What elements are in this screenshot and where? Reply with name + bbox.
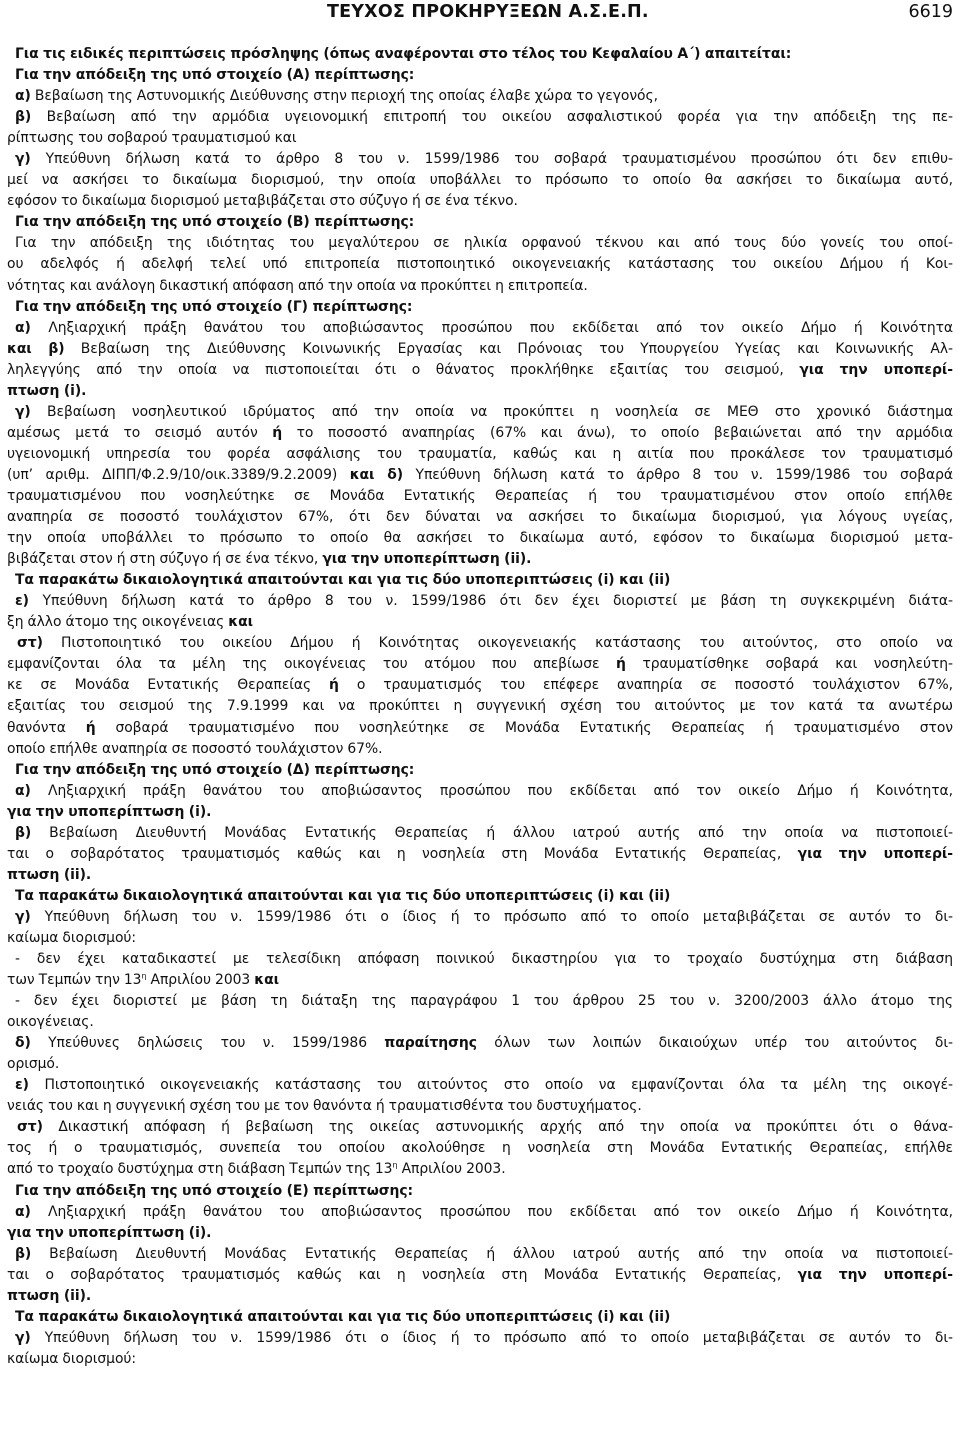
bold-text: Για την απόδειξη της υπό στοιχείο (Γ) περίπτωσης: — [15, 298, 413, 315]
text-run: εφόσον το δικαίωμα διορισμού μεταβιβάζεται στο σύζυγο ή σε ένα τέκνο. — [7, 193, 518, 210]
text-line — [7, 1328, 953, 1349]
text-run: Πιστοποιητικό του οικείου Δήμου ή Κοινότητας οικογενειακής κατάστασης του αιτούντος, στο οποίο να — [42, 635, 953, 652]
text-line — [7, 1181, 953, 1202]
bold-text: Για τις ειδικές περιπτώσεις πρόσληψης (όπως αναφέρονται στο τέλος του Κεφαλαίου Α΄) απαιτείται: — [15, 46, 792, 62]
bold-text: και β) — [7, 340, 65, 357]
text-line — [7, 1054, 953, 1075]
text-run: Υπεύθυνη δήλωση κατά το άρθρο 8 του ν. 1599/1986 ότι δεν έχει διοριστεί με βάση τη συγκεκριμένη διάτα- — [28, 593, 953, 610]
text-line — [7, 318, 953, 339]
bold-text: παραίτησης — [384, 1035, 477, 1052]
text-run: εξαιτίας του σεισμού της 7.9.1999 και να προκύπτει η συγγενική σχέση του αιτούντος με τον κατά τα ανωτέρω — [7, 698, 953, 715]
text-run: Υπεύθυνη δήλωση του ν. 1599/1986 ότι ο ίδιος ή το πρόσωπο από το οποίο μεταβιβάζεται σε αυτόν το δι- — [30, 1329, 953, 1346]
text-line — [7, 591, 953, 612]
text-line — [7, 886, 953, 907]
bold-text: στ) — [17, 1119, 43, 1136]
text-line — [7, 1307, 953, 1328]
bold-text: στ) — [17, 635, 43, 652]
bold-text: γ) — [15, 403, 31, 420]
bold-text: Τα παρακάτω δικαιολογητικά απαιτούνται και για τις δύο υποπεριπτώσεις (i) και (ii) — [15, 887, 671, 904]
text-run: σοβαρά τραυματισμένο που νοσηλεύτηκε σε Μονάδα Εντατικής Θεραπείας ή τραυματισμένο στον — [95, 719, 953, 736]
text-run: ξη άλλο άτομο της οικογένειας — [7, 614, 229, 631]
text-run: το ποσοστό αναπηρίας (67% και άνω), το οποίο βεβαιώνεται από την αρμόδια — [282, 424, 953, 441]
bold-text: για την υποπερίπτωση (ii). — [322, 551, 532, 568]
text-line — [7, 149, 953, 170]
text-run: νειάς του και η συγγενική σχέση του με τον θανόντα ή τραυματισθέντα του δυστυχήματος. — [7, 1098, 642, 1115]
bold-text: πτωση (ii). — [7, 866, 92, 883]
text-line — [7, 949, 953, 970]
text-line — [7, 191, 953, 212]
text-run: των Τεμπών την 13 — [7, 972, 142, 989]
text-run: ρίπτωσης του σοβαρού τραυματισμού και — [7, 130, 297, 147]
text-line — [7, 212, 953, 233]
text-run: οποίο επήλθε αναπηρία σε ποσοστό τουλάχιστον 67%. — [7, 740, 383, 757]
text-run: Υπεύθυνη δήλωση του ν. 1599/1986 ότι ο ίδιος ή το πρόσωπο από το οποίο μεταβιβάζεται σε αυτόν το δι- — [30, 908, 953, 925]
text-line — [7, 44, 953, 65]
bold-text: Τα παρακάτω δικαιολογητικά απαιτούνται και για τις δύο υποπεριπτώσεις (i) και (ii) — [15, 1308, 671, 1325]
page-number: 6619 — [908, 2, 953, 22]
bold-text: Για την απόδειξη της υπό στοιχείο (Α) περίπτωσης: — [15, 67, 415, 84]
text-line — [7, 549, 953, 570]
text-line — [7, 233, 953, 254]
text-run: εμφανίζονται όλα τα μέλη της οικογένειας του ατόμου που απεβίωσε — [7, 656, 617, 673]
bold-text: β) — [15, 824, 32, 841]
text-line — [7, 528, 953, 549]
text-run: όλων των λοιπών δικαιούχων υπέρ του αιτούντος δι- — [476, 1035, 953, 1052]
text-line — [7, 339, 953, 360]
text-line — [7, 1159, 953, 1180]
text-run: Ληξιαρχική πράξη θανάτου του αποβιώσαντος προσώπου που εκδίδεται από τον οικείο Δήμο ή Κοινότητα — [30, 319, 953, 336]
text-run: καίωμα διορισμού: — [7, 929, 137, 946]
text-line — [7, 612, 953, 633]
text-line — [7, 297, 953, 318]
bold-text: Τα παρακάτω δικαιολογητικά απαιτούνται και για τις δύο υποπεριπτώσεις (i) και (ii) — [15, 572, 671, 589]
text-run: - δεν έχει καταδικαστεί με τελεσίδικη απόφαση ποινικού δικαστηρίου για το τροχαίο δυστύχημα στη διάβαση — [15, 951, 953, 968]
text-run: Υπεύθυνη δήλωση κατά το άρθρο 8 του ν. 1599/1986 του σοβαρά τραυματισμένου προσώπου ότι δεν επιθυ- — [30, 151, 953, 168]
bold-text: για την υποπερίπτωση (i). — [7, 803, 212, 820]
text-run: Ληξιαρχική πράξη θανάτου του αποβιώσαντος προσώπου που εκδίδεται από τον οικείο Δήμο ή Κοινότητα, — [30, 782, 953, 799]
text-line — [7, 402, 953, 423]
text-run: ται ο σοβαρότατος τραυματισμός καθώς και η νοσηλεία στη Μονάδα Εντατικής Θεραπείας, — [7, 1266, 798, 1283]
text-run: Βεβαίωση Διευθυντή Μονάδας Εντατικής Θεραπείας ή άλλου ιατρού αυτής από την οποία να πιστοποιεί- — [31, 824, 953, 841]
bold-text: ή — [616, 656, 626, 673]
superscript-text: η — [392, 1160, 398, 1170]
text-run: (υπ’ αριθμ. ΔΙΠΠ/Φ.2.9/10/οικ.3389/9.2.2009) — [7, 466, 350, 483]
text-line — [7, 254, 953, 275]
bold-text: για την υποπερί- — [799, 361, 953, 378]
text-run: Υπεύθυνη δήλωση κατά το άρθρο 8 του ν. 1599/1986 του σοβαρά — [403, 466, 953, 483]
text-line — [7, 1349, 953, 1370]
text-run: βιβάζεται στον ή στη σύζυγο ή σε ένα τέκνο, — [7, 551, 323, 568]
text-line — [7, 760, 953, 781]
text-line — [7, 107, 953, 128]
bold-text: για την υποπερί- — [797, 1266, 953, 1283]
bold-text: ε) — [15, 593, 29, 610]
text-run: Για την απόδειξη της ιδιότητας του μεγαλύτερου σε ηλικία ορφανού τέκνου και από τους δύο γονείς του οποί- — [15, 235, 953, 252]
text-run: Απριλίου 2003 — [146, 972, 255, 989]
text-run: κε σε Μονάδα Εντατικής Θεραπείας — [7, 677, 330, 694]
text-run: Υπεύθυνες δηλώσεις του ν. 1599/1986 — [30, 1035, 385, 1052]
bold-text: α) — [15, 319, 31, 336]
text-run: Πιστοποιητικό οικογενειακής κατάστασης του αιτούντος στο οποίο να εμφανίζονται όλα τα μέλη της οικογέ- — [28, 1077, 953, 1094]
bold-text: γ) — [15, 908, 31, 925]
text-line — [7, 1265, 953, 1286]
text-run: καίωμα διορισμού: — [7, 1350, 137, 1367]
bold-text: α) — [15, 782, 31, 799]
text-run: ο τραυματισμός του επέφερε αναπηρία σε ποσοστό τουλάχιστον 67%, — [338, 677, 953, 694]
bold-text: β) — [15, 109, 32, 126]
text-run: Βεβαίωση της Αστυνομικής Διεύθυνσης στην περιοχή της οποίας έλαβε χώρα το γεγονός, — [30, 88, 658, 105]
text-line — [7, 1223, 953, 1244]
text-run: Βεβαίωση από την αρμόδια υγειονομική επιτροπή του οικείου ασφαλιστικού φορέα για την απόδειξη της πε- — [31, 109, 953, 126]
bold-text: και δ) — [349, 466, 404, 483]
text-line — [7, 1244, 953, 1265]
text-line — [7, 633, 953, 654]
bold-text: β) — [15, 1245, 32, 1262]
bold-text: γ) — [15, 151, 31, 168]
text-line — [7, 970, 953, 991]
text-line — [7, 802, 953, 823]
bold-text: ή — [85, 719, 96, 736]
bold-text: α) — [15, 1203, 31, 1220]
text-line — [7, 128, 953, 149]
document-body — [7, 44, 953, 1370]
text-run: ληλεγγύης από την οποία να πιστοποιείται ότι ο θάνατος προκλήθηκε εξαιτίας του σεισμού, — [7, 361, 800, 378]
text-line — [7, 507, 953, 528]
bold-text: για την υποπερί- — [797, 845, 953, 862]
superscript-text: η — [141, 971, 147, 981]
bold-text: για την υποπερίπτωση (i). — [7, 1224, 212, 1241]
text-run: Ληξιαρχική πράξη θανάτου του αποβιώσαντος προσώπου που εκδίδεται από τον οικείο Δήμο ή Κοινότητα, — [30, 1203, 953, 1220]
text-run: αμέσως μετά το σεισμό αυτόν — [7, 424, 273, 441]
text-line — [7, 1202, 953, 1223]
text-line — [7, 1075, 953, 1096]
text-line — [7, 1286, 953, 1307]
text-run: Βεβαίωση νοσηλευτικού ιδρύματος από την οποία να προκύπτει η νοσηλεία σε ΜΕΘ στο χρονικό διάστημα — [30, 403, 953, 420]
text-line — [7, 570, 953, 591]
text-run: αναπηρία σε ποσοστό τουλάχιστον 67%, ότι δεν δύναται να ασκήσει το δικαίωμα διορισμού, για λόγους υγείας, — [7, 509, 953, 526]
bold-text: δ) — [15, 1035, 31, 1052]
text-line — [7, 823, 953, 844]
text-run: υγειονομική υπηρεσία του φορέα ασφάλισης του τραυματία, καθώς και η αιτία που προκάλεσε τον τραυματισμό — [7, 445, 953, 462]
bold-text: πτωση (i). — [7, 382, 87, 399]
gazette-title: ΤΕΥΧΟΣ ΠΡΟΚΗΡΥΞΕΩΝ Α.Σ.Ε.Π. — [327, 2, 649, 22]
text-line — [7, 86, 953, 107]
text-line — [7, 276, 953, 297]
text-line — [7, 1138, 953, 1159]
bold-text: πτωση (ii). — [7, 1287, 92, 1304]
bold-text: Για την απόδειξη της υπό στοιχείο (Δ) περίπτωσης: — [15, 761, 415, 778]
bold-text: και — [254, 972, 279, 989]
text-run: τος ή ο τραυματισμός, συνεπεία του οποίου ακολούθησε η νοσηλεία στη Μονάδα Εντατικής Θεραπείας, επήλθε — [7, 1140, 953, 1157]
text-run: ται ο σοβαρότατος τραυματισμός καθώς και η νοσηλεία στη Μονάδα Εντατικής Θεραπείας, — [7, 845, 798, 862]
text-run: Βεβαίωση Διευθυντή Μονάδας Εντατικής Θεραπείας ή άλλου ιατρού αυτής από την οποία να πιστοποιεί- — [31, 1245, 953, 1262]
text-line — [7, 423, 953, 444]
text-line — [7, 1117, 953, 1138]
text-line — [7, 1012, 953, 1033]
text-line — [7, 865, 953, 886]
text-run: οικογένειας. — [7, 1014, 94, 1031]
bold-text: ε) — [15, 1077, 29, 1094]
text-line — [7, 486, 953, 507]
text-run: την οποία υποβάλλει το πρόσωπο το οποίο θα ασκήσει το δικαίωμα αυτό, εφόσον το δικαίωμα διορισμού μετα- — [7, 530, 953, 547]
text-line — [7, 675, 953, 696]
text-line — [7, 1096, 953, 1117]
text-run: - δεν έχει διοριστεί με βάση τη διάταξη της παραγράφου 1 του άρθρου 25 του ν. 3200/2003 άλλο άτομο της — [15, 993, 953, 1010]
text-line — [7, 907, 953, 928]
text-line — [7, 360, 953, 381]
text-run: ορισμό. — [7, 1056, 60, 1073]
bold-text: γ) — [15, 1329, 31, 1346]
text-line — [7, 170, 953, 191]
text-line — [7, 65, 953, 86]
text-run: θανόντα — [7, 719, 86, 736]
text-line — [7, 991, 953, 1012]
text-line — [7, 465, 953, 486]
bold-text: Για την απόδειξη της υπό στοιχείο (Ε) περίπτωσης: — [15, 1182, 414, 1199]
text-run: Βεβαίωση της Διεύθυνσης Κοινωνικής Εργασίας και Πρόνοιας του Υπουργείου Υγείας και Κοινωνικής Αλ- — [64, 340, 953, 357]
text-run: ου αδελφός ή αδελφή τελεί υπό επιτροπεία πιστοποιητικό οικογενειακής κατάστασης του οικείου Δήμου ή Κοι- — [7, 256, 953, 273]
bold-text: Για την απόδειξη της υπό στοιχείο (Β) περίπτωσης: — [15, 214, 415, 231]
bold-text: και — [228, 614, 253, 631]
text-run: Δικαστική απόφαση ή βεβαίωση της οικείας αστυνομικής αρχής από την οποία να προκύπτει ότι ο θάνα- — [42, 1119, 953, 1136]
text-line — [7, 718, 953, 739]
text-run: Απριλίου 2003. — [397, 1161, 506, 1178]
text-line — [7, 1033, 953, 1054]
text-line — [7, 654, 953, 675]
text-run: τραυματισμένου που νοσηλεύτηκε σε Μονάδα Εντατικής Θεραπείας ή του τραυματισμένου στον οποίο επήλθε — [7, 487, 953, 504]
text-line — [7, 381, 953, 402]
bold-text: ή — [272, 424, 283, 441]
text-line — [7, 696, 953, 717]
text-run: τραυματίσθηκε σοβαρά και νοσηλεύτη- — [625, 656, 953, 673]
text-run: μεί να ασκήσει το δικαίωμα διορισμού, την οποία υποβάλλει το πρόσωπο το οποίο θα ασκήσει το δικαίωμα αυτό, — [7, 172, 953, 189]
bold-text: α) — [15, 88, 31, 105]
text-line — [7, 781, 953, 802]
text-line — [7, 928, 953, 949]
text-run: από το τροχαίο δυστύχημα στη διάβαση Τεμπών της 13 — [7, 1161, 393, 1178]
bold-text: ή — [329, 677, 339, 694]
text-line — [7, 444, 953, 465]
page-header — [7, 0, 953, 30]
text-line — [7, 844, 953, 865]
text-run: νότητας και ανάλογη δικαστική απόφαση από την οποία να προκύπτει η επιτροπεία. — [7, 277, 588, 294]
text-line — [7, 739, 953, 760]
document-page — [7, 0, 953, 1367]
